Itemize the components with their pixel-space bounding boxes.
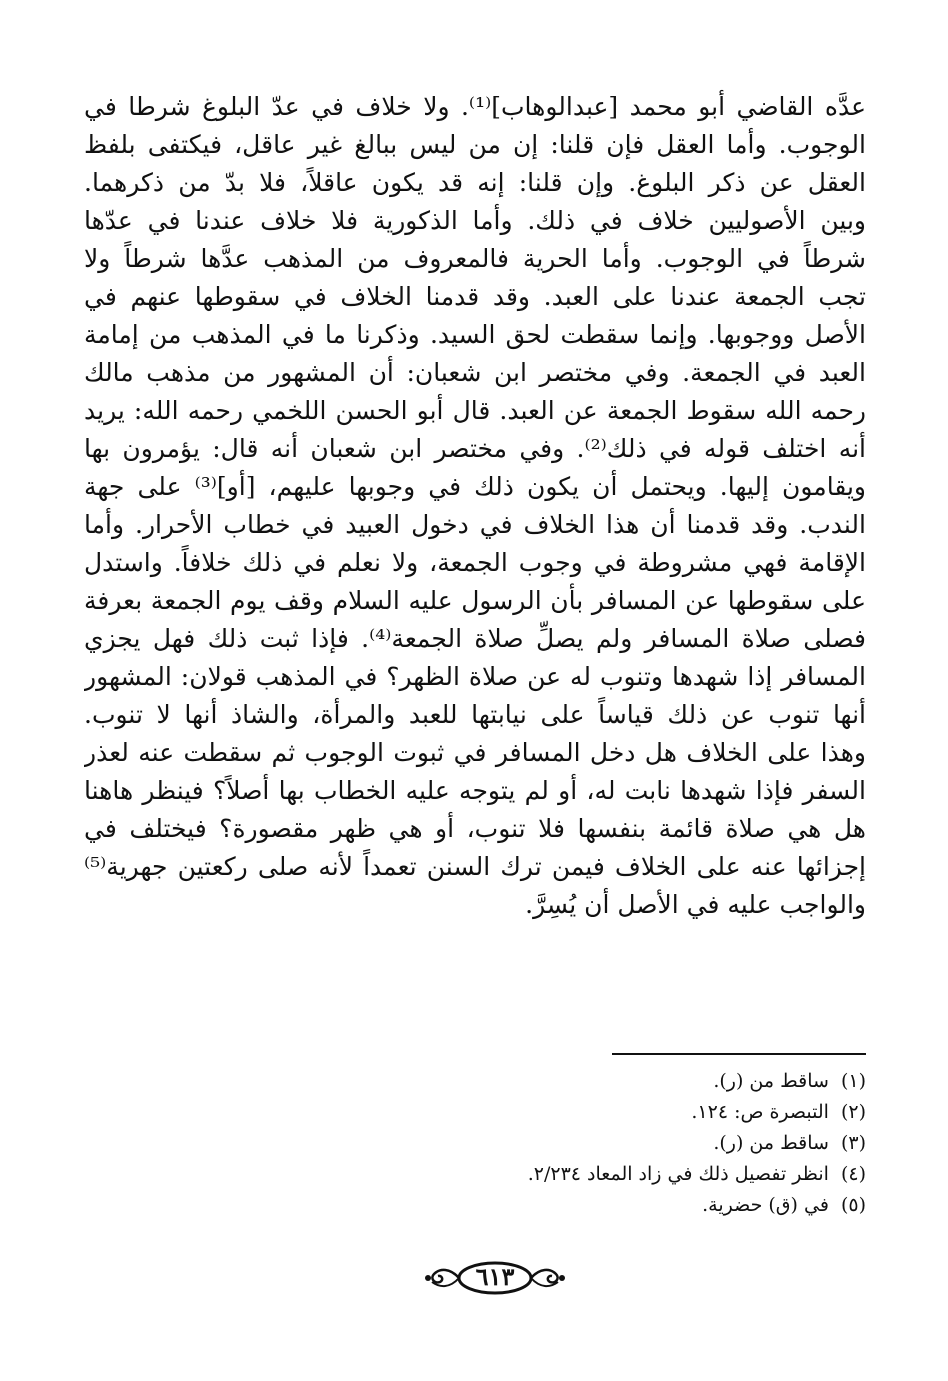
text-line: الأصل ووجوبها. وإنما سقطت لحق السيد. وذكرنا ما في المذهب من إمامة: [84, 320, 866, 349]
text-line: والواجب عليه في الأصل أن يُسِرَّ.: [525, 890, 866, 919]
footnote-item: [300, 1097, 866, 1128]
text-line: على سقوطها عن المسافر بأن الرسول عليه السلام وقف يوم الجمعة بعرفة: [84, 586, 866, 615]
text-line: الإقامة فهي مشروطة في وجوب الجمعة، ولا نعلم في ذلك خلافاً. واستدل: [84, 548, 866, 577]
footnote-number: (٤): [840, 1163, 866, 1185]
text-line: ويقامون إليها. ويحتمل أن يكون ذلك في وجوبها عليهم، [أو]⁽³⁾ على جهة: [84, 472, 866, 501]
text-line: العقل عن ذكر البلوغ. وإن قلنا: إنه قد يكون عاقلاً، فلا بدّ من ذكرهما.: [84, 168, 866, 197]
text-line: تجب الجمعة عندنا على العبد. وقد قدمنا الخلاف في سقوطها عنهم في: [84, 282, 866, 311]
footnote-item: [300, 1128, 866, 1159]
footnote-item: [300, 1190, 866, 1221]
text-line: وهذا على الخلاف هل دخل المسافر في ثبوت الوجوب ثم سقطت عنه لعذر: [84, 738, 866, 767]
text-line: أنه اختلف قوله في ذلك⁽²⁾. وفي مختصر ابن شعبان أنه قال: يؤمرون بها: [84, 434, 866, 463]
page-number-ornament: [420, 1256, 570, 1300]
footnote-text: ساقط من (ر).: [713, 1132, 829, 1154]
footnote-text: التبصرة ص: ١٢٤.: [691, 1101, 829, 1123]
footnote-text: في (ق) حضرية.: [702, 1194, 829, 1216]
footnote-number: (٥): [840, 1194, 866, 1216]
footnote-number: (١): [840, 1070, 866, 1092]
text-line: إجزائها عنه على الخلاف فيمن ترك السنن تعمداً لأنه صلى ركعتين جهرية⁽⁵⁾: [84, 852, 866, 881]
footnote-number: (٣): [840, 1132, 866, 1154]
footnote-item: [300, 1066, 866, 1097]
text-line: فصلى صلاة المسافر ولم يصلِّ صلاة الجمعة⁽⁴⁾. فإذا ثبت ذلك فهل يجزي: [84, 624, 866, 653]
main-text: [84, 88, 866, 924]
text-line: المسافر إذا شهدها وتنوب له عن صلاة الظهر؟ في المذهب قولان: المشهور: [84, 662, 866, 691]
text-line: الوجوب. وأما العقل فإن قلنا: إن من ليس ببالغ غير عاقل، فيكتفى بلفظ: [84, 130, 866, 159]
footnote-text: انظر تفصيل ذلك في زاد المعاد ٢/٢٣٤.: [527, 1163, 829, 1185]
text-line: الندب. وقد قدمنا أن هذا الخلاف في دخول العبيد في خطاب الأحرار. وأما: [84, 510, 866, 539]
footnote-item: [300, 1159, 866, 1190]
footnotes: [300, 1066, 866, 1221]
page-number: ٦١٣: [475, 1262, 515, 1291]
text-line: وبين الأصوليين خلاف في ذلك. وأما الذكورية فلا خلاف عندنا في عدّها: [84, 206, 866, 235]
text-line: العبد في الجمعة. وفي مختصر ابن شعبان: أن المشهور من مذهب مالك: [84, 358, 866, 387]
text-line: هل هي صلاة قائمة بنفسها فلا تنوب، أو هي ظهر مقصورة؟ فيختلف في: [84, 814, 866, 843]
text-line: رحمه الله سقوط الجمعة عن العبد. قال أبو الحسن اللخمي رحمه الله: يريد: [84, 396, 866, 425]
footnote-text: ساقط من (ر).: [713, 1070, 829, 1092]
footnote-number: (٢): [840, 1101, 866, 1123]
footnote-separator: [612, 1053, 866, 1055]
text-line: السفر فإذا شهدها نابت له، أو لم يتوجه عليه الخطاب بها أصلاً؟ فينظر هاهنا: [84, 776, 866, 805]
text-line: عدَّه القاضي أبو محمد [عبدالوهاب]⁽¹⁾. ولا خلاف في عدّ البلوغ شرطا في: [84, 92, 866, 121]
text-line: أنها تنوب عن ذلك قياساً على نيابتها للعبد والمرأة، والشاذ أنها لا تنوب.: [84, 700, 866, 729]
text-line: شرطاً في الوجوب. وأما الحرية فالمعروف من المذهب عدَّها شرطاً ولا: [84, 244, 866, 273]
